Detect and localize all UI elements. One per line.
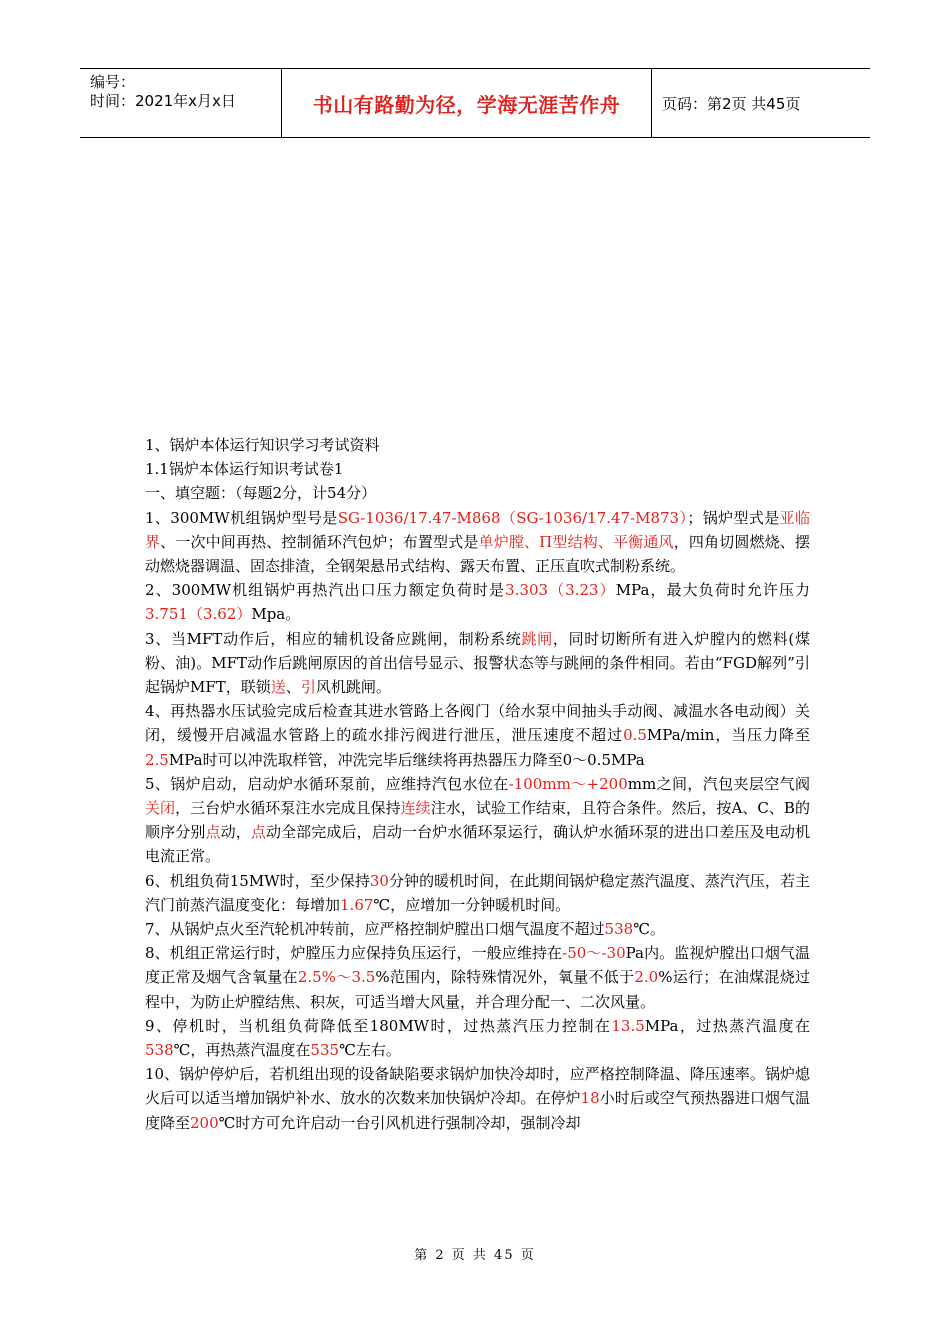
exam-title: 1.1锅炉本体运行知识考试卷1 [145, 460, 344, 479]
question-2: 2、300MW机组锅炉再热汽出口压力额定负荷时是3.303（3.23）MPa，最大负荷时允许压力3.751（3.62）Mpa。 [145, 581, 811, 624]
question-9: 9、停机时，当机组负荷降低至180MW时，过热蒸汽压力控制在13.5MPa，过热蒸汽温度在538℃，再热蒸汽温度在535℃左右。 [145, 1016, 810, 1060]
part-title: 一、填空题：（每题2分，计54分） [145, 484, 377, 503]
question-7: 7、从锅炉点火至汽轮机冲转前，应严格控制炉膛出口烟气温度不超过538℃。 [145, 920, 665, 939]
question-4: 4、再热器水压试验完成后检查其进水管路上各阀门（给水泵中间抽头手动阀、减温水各电动阀）关闭，缓慢开启减温水管路上的疏水排污阀进行泄压，泄压速度不超过0.5MPa/min，当压力降至2.5MPa时可以冲洗取样管，冲洗完毕后继续将再热器压力降至0～0.5MPa [145, 702, 810, 769]
document-body [145, 433, 810, 1135]
section-title: 1、锅炉本体运行知识学习考试资料 [145, 436, 380, 454]
question-6: 6、机组负荷15MW时，至少保持30分钟的暖机时间，在此期间锅炉稳定蒸汽温度、蒸汽汽压，若主汽门前蒸汽温度变化：每增加1.67℃，应增加一分钟暖机时间。 [145, 871, 810, 914]
question-10: 10、锅炉停炉后，若机组出现的设备缺陷要求锅炉加快冷却时，应严格控制降温、降压速率。锅炉熄火后可以适当增加锅炉补水、放水的次数来加快锅炉冷却。在停炉18小时后或空气预热器进口烟气温度降至200℃时方可允许启动一台引风机进行强制冷却，强制冷却 [145, 1065, 810, 1132]
header-meta [80, 69, 282, 137]
question-3: 3、当MFT动作后，相应的辅机设备应跳闸，制粉系统跳闸，同时切断所有进入炉膛内的燃料(煤粉、油)。MFT动作后跳闸原因的首出信号显示、报警状态等与跳闸的条件相同。若由“FGD解列”引起锅炉MFT，联锁送、引风机跳闸。 [145, 629, 810, 697]
question-8: 8、机组正常运行时，炉膛压力应保持负压运行，一般应维持在-50～-30Pa内。监视炉膛出口烟气温度正常及烟气含氧量在2.5%～3.5%范围内，除特殊情况外，氧量不低于2.0%运行；在油煤混烧过程中，为防止炉膛结焦、积灰，可适当增大风量，并合理分配一、二次风量。 [145, 944, 810, 1011]
motto: 书山有路勤为径，学海无涯苦作舟 [312, 92, 621, 117]
page-header [80, 68, 870, 138]
header-page-cell [652, 69, 870, 137]
page-footer: 第 2 页 共 45 页 [414, 1248, 536, 1263]
header-motto-cell [282, 69, 652, 137]
code-label: 编号： [90, 73, 136, 91]
page-label: 页码：第2页 共45页 [662, 94, 801, 113]
question-1: 1、300MW机组锅炉型号是SG-1036/17.47-M868（SG-1036/17.47-M873）；锅炉型式是亚临界、一次中间再热、控制循环汽包炉；布置型式是单炉膛、Π型结构、平衡通风，四角切圆燃烧、摆动燃烧器调温、固态排渣，全钢架悬吊式结构、露天布置、正压直吹式制粉系统。 [145, 508, 810, 576]
question-5: 5、锅炉启动，启动炉水循环泵前，应维持汽包水位在-100mm～+200mm之间，汽包夹层空气阀关闭，三台炉水循环泵注水完成且保持连续注水，试验工作结束，且符合条件。然后，按A、C、B的顺序分别点动，点动全部完成后，启动一台炉水循环泵运行，确认炉水循环泵的进出口差压及电动机电流正常。 [145, 774, 810, 866]
time-label: 时间：2021年x月x日 [90, 92, 236, 110]
